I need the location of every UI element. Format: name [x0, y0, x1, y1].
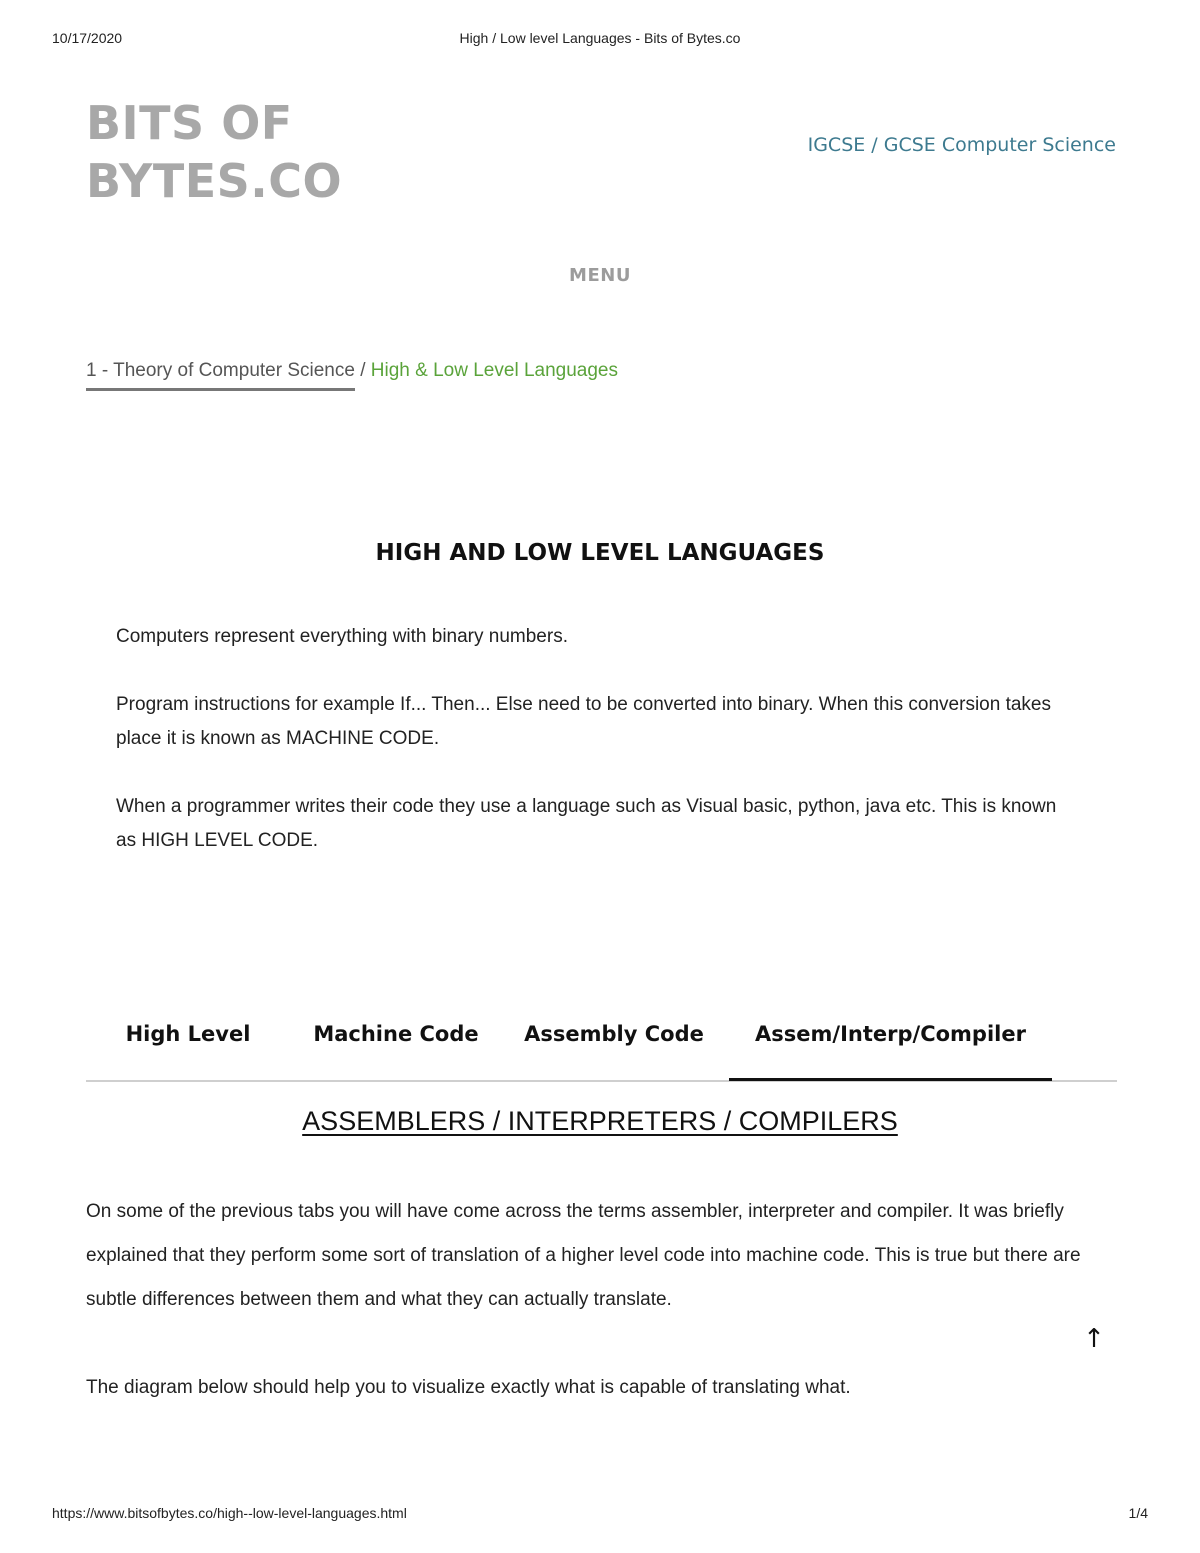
print-page-number: 1/4: [1128, 1505, 1148, 1521]
breadcrumb: [86, 360, 618, 391]
print-page-title: High / Low level Languages - Bits of Bytes.co: [459, 30, 741, 46]
intro-text: [116, 620, 1076, 892]
breadcrumb-current: High & Low Level Languages: [370, 360, 618, 381]
site-logo[interactable]: [86, 94, 406, 210]
intro-paragraph: Program instructions for example If... Then... Else need to be converted into binary. When this conversion takes place it is known as MACHINE CODE.: [116, 694, 1051, 749]
section-paragraph: On some of the previous tabs you will have come across the terms assembler, interpreter and compiler. It was briefly explained that they perform some sort of translation of a higher level code into machine code. This is true but there are subtle differences between them and what they can actually translate.: [86, 1201, 1081, 1310]
tab-bar: [86, 1010, 1117, 1082]
section-body: [86, 1190, 1096, 1454]
tab-assembly-code[interactable]: Assembly Code: [524, 1022, 704, 1046]
print-header: [0, 30, 1200, 50]
tab-machine-code[interactable]: Machine Code: [313, 1022, 479, 1046]
section-title: ASSEMBLERS / INTERPRETERS / COMPILERS: [302, 1106, 898, 1136]
print-date: 10/17/2020: [52, 30, 123, 46]
print-footer: [0, 1505, 1200, 1525]
breadcrumb-parent-link[interactable]: 1 - Theory of Computer Science: [86, 360, 355, 391]
section-paragraph: The diagram below should help you to visualize exactly what is capable of translating what.: [86, 1377, 851, 1398]
breadcrumb-separator: /: [354, 360, 371, 381]
logo-line-1: BITS OF: [86, 96, 293, 150]
course-link[interactable]: IGCSE / GCSE Computer Science: [807, 134, 1116, 156]
page-title: HIGH AND LOW LEVEL LANGUAGES: [375, 540, 825, 566]
menu-button[interactable]: MENU: [569, 265, 631, 286]
intro-paragraph: When a programmer writes their code they use a language such as Visual basic, python, java etc. This is known as HIGH LEVEL CODE.: [116, 796, 1057, 851]
back-to-top-arrow-icon[interactable]: ↑: [1083, 1324, 1105, 1354]
tab-high-level[interactable]: High Level: [125, 1022, 251, 1046]
logo-line-2: BYTES.CO: [86, 154, 343, 208]
tab-assem-interp-compiler[interactable]: Assem/Interp/Compiler: [729, 1010, 1052, 1081]
print-url: https://www.bitsofbytes.co/high--low-level-languages.html: [52, 1505, 407, 1521]
intro-paragraph: Computers represent everything with binary numbers.: [116, 626, 568, 647]
